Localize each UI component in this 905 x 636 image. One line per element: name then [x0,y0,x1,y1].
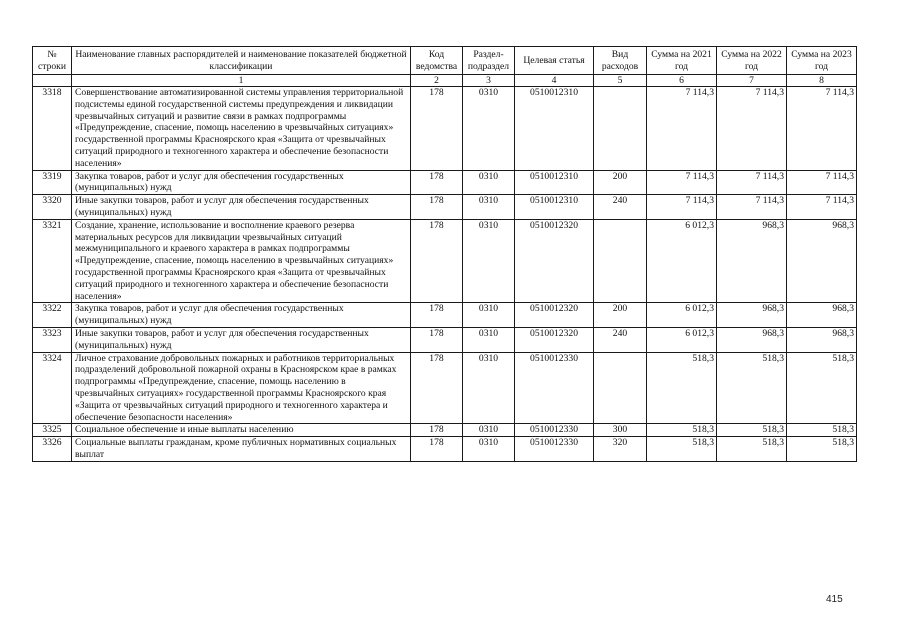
target-article: 0510012320 [515,303,594,328]
row-number: 3322 [33,303,72,328]
section-code: 0310 [463,327,515,352]
header-target-article: Целевая статья [515,47,594,75]
section-code: 0310 [463,303,515,328]
table-row [33,437,857,462]
sum-2022: 518,3 [717,437,787,462]
table-row [33,170,857,195]
expense-type [594,87,647,171]
section-code: 0310 [463,170,515,195]
sum-2021: 6 012,3 [647,303,717,328]
column-number: 4 [515,75,594,87]
sum-2022: 518,3 [717,424,787,437]
expense-type: 200 [594,303,647,328]
row-number: 3325 [33,424,72,437]
expense-type: 200 [594,170,647,195]
sum-2021: 6 012,3 [647,219,717,303]
column-number: 7 [717,75,787,87]
department-code: 178 [411,219,463,303]
sum-2022: 968,3 [717,303,787,328]
row-number: 3323 [33,327,72,352]
department-code: 178 [411,437,463,462]
header-sum-2022: Сумма на 2022 год [717,47,787,75]
section-code: 0310 [463,352,515,424]
sum-2023: 968,3 [787,327,857,352]
table-row [33,303,857,328]
header-section: Раздел-подраздел [463,47,515,75]
sum-2022: 968,3 [717,327,787,352]
column-number: 5 [594,75,647,87]
sum-2023: 968,3 [787,303,857,328]
section-code: 0310 [463,424,515,437]
page-number: 415 [826,594,843,605]
row-number: 3318 [33,87,72,171]
column-number: 1 [72,75,411,87]
sum-2021: 518,3 [647,352,717,424]
department-code: 178 [411,87,463,171]
target-article: 0510012320 [515,327,594,352]
sum-2023: 968,3 [787,219,857,303]
sum-2023: 7 114,3 [787,87,857,171]
header-sum-2021: Сумма на 2021 год [647,47,717,75]
sum-2021: 7 114,3 [647,195,717,220]
target-article: 0510012330 [515,352,594,424]
sum-2023: 518,3 [787,424,857,437]
target-article: 0510012310 [515,170,594,195]
sum-2022: 7 114,3 [717,195,787,220]
department-code: 178 [411,170,463,195]
sum-2023: 518,3 [787,352,857,424]
target-article: 0510012330 [515,424,594,437]
row-name: Социальные выплаты гражданам, кроме публичных нормативных социальных выплат [72,437,411,462]
row-name: Социальное обеспечение и иные выплаты населению [72,424,411,437]
expense-type: 320 [594,437,647,462]
header-expense-type: Вид расходов [594,47,647,75]
row-number: 3326 [33,437,72,462]
department-code: 178 [411,424,463,437]
budget-table [32,46,857,462]
section-code: 0310 [463,437,515,462]
sum-2021: 518,3 [647,424,717,437]
row-number: 3319 [33,170,72,195]
row-name: Иные закупки товаров, работ и услуг для обеспечения государственных (муниципальных) нужд [72,327,411,352]
column-number: 6 [647,75,717,87]
row-name: Закупка товаров, работ и услуг для обеспечения государственных (муниципальных) нужд [72,170,411,195]
target-article: 0510012310 [515,195,594,220]
header-row [33,47,857,75]
row-number: 3324 [33,352,72,424]
department-code: 178 [411,303,463,328]
sum-2023: 7 114,3 [787,170,857,195]
section-code: 0310 [463,87,515,171]
section-code: 0310 [463,219,515,303]
sum-2021: 6 012,3 [647,327,717,352]
target-article: 0510012320 [515,219,594,303]
expense-type: 240 [594,327,647,352]
header-department-code: Код ведомства [411,47,463,75]
row-number: 3321 [33,219,72,303]
department-code: 178 [411,352,463,424]
sum-2022: 968,3 [717,219,787,303]
row-number: 3320 [33,195,72,220]
row-name: Совершенствование автоматизированной системы управления территориальной подсистемы единой государственной системы предупреждения и ликвидации чрезвычайных ситуаций и развитие связи в рамках подпрограммы «Предупреждение, спасение, помощь населению в чрезвычайных ситуациях» государственной программы Красноярского края «Защита от чрезвычайных ситуаций природного и техногенного характера и обеспечение безопасности населения» [72,87,411,171]
department-code: 178 [411,327,463,352]
expense-type [594,352,647,424]
expense-type: 240 [594,195,647,220]
header-row-number: № строки [33,47,72,75]
table-row [33,195,857,220]
row-name: Иные закупки товаров, работ и услуг для обеспечения государственных (муниципальных) нужд [72,195,411,220]
table-row [33,424,857,437]
row-name: Закупка товаров, работ и услуг для обеспечения государственных (муниципальных) нужд [72,303,411,328]
sum-2022: 7 114,3 [717,87,787,171]
target-article: 0510012310 [515,87,594,171]
column-number: 2 [411,75,463,87]
sum-2022: 518,3 [717,352,787,424]
sum-2023: 7 114,3 [787,195,857,220]
header-sum-2023: Сумма на 2023 год [787,47,857,75]
expense-type [594,219,647,303]
sum-2022: 7 114,3 [717,170,787,195]
target-article: 0510012330 [515,437,594,462]
table-row [33,327,857,352]
sum-2021: 518,3 [647,437,717,462]
sum-2021: 7 114,3 [647,87,717,171]
table-row [33,352,857,424]
column-number-row [33,75,857,87]
sum-2021: 7 114,3 [647,170,717,195]
row-name: Создание, хранение, использование и восполнение краевого резерва материальных ресурсов для ликвидации чрезвычайных ситуаций межмуниципального и краевого характера в рамках подпрограммы «Предупреждение, спасение, помощь населению в чрезвычайных ситуациях» государственной программы Красноярского края «Защита от чрезвычайных ситуаций природного и техногенного характера и обеспечение безопасности населения» [72,219,411,303]
column-number [33,75,72,87]
header-name: Наименование главных распорядителей и наименование показателей бюджетной классификации [72,47,411,75]
expense-type: 300 [594,424,647,437]
sum-2023: 518,3 [787,437,857,462]
section-code: 0310 [463,195,515,220]
table-row [33,219,857,303]
department-code: 178 [411,195,463,220]
column-number: 8 [787,75,857,87]
column-number: 3 [463,75,515,87]
row-name: Личное страхование добровольных пожарных и работников территориальных подразделений добровольной пожарной охраны в Красноярском крае в рамках подпрограммы «Предупреждение, спасение, помощь населению в чрезвычайных ситуациях» государственной программы Красноярского края «Защита от чрезвычайных ситуаций природного и техногенного характера и обеспечение безопасности населения» [72,352,411,424]
table-row [33,87,857,171]
